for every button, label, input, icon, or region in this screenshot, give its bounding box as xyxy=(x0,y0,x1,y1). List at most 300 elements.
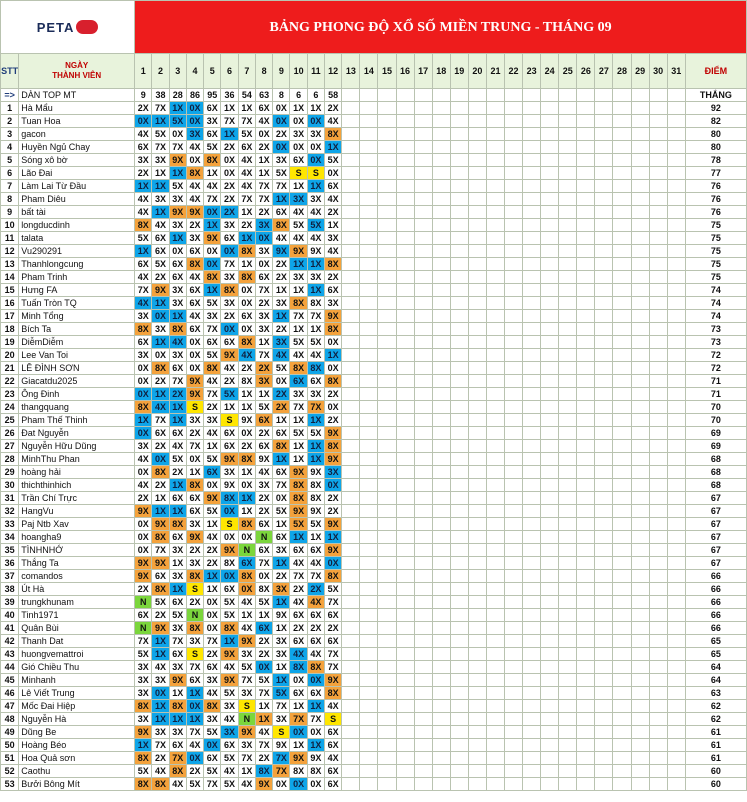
day-cell: 4X xyxy=(169,778,186,791)
day-cell xyxy=(414,700,432,713)
day-cell: 0X xyxy=(290,778,307,791)
day-cell xyxy=(378,518,396,531)
day-cell xyxy=(414,778,432,791)
day-cell xyxy=(432,362,450,375)
day-cell: 8X xyxy=(221,557,238,570)
day-cell xyxy=(541,687,559,700)
day-cell xyxy=(595,661,613,674)
day-cell xyxy=(360,492,378,505)
day-cell xyxy=(504,258,522,271)
day-cell xyxy=(541,336,559,349)
day-cell xyxy=(649,141,667,154)
day-cell xyxy=(631,661,649,674)
day-cell: 0X xyxy=(204,206,221,219)
day-cell: 0X xyxy=(186,336,203,349)
day-cell xyxy=(486,245,504,258)
day-cell xyxy=(486,726,504,739)
table-row xyxy=(1,349,747,362)
day-cell xyxy=(613,544,631,557)
member-points: 66 xyxy=(685,622,746,635)
table-row xyxy=(1,752,747,765)
day-cell xyxy=(432,336,450,349)
day-cell xyxy=(450,531,468,544)
day-cell: 1X xyxy=(152,336,169,349)
day-cell xyxy=(577,492,595,505)
day-cell xyxy=(631,414,649,427)
day-cell: 2X xyxy=(238,362,255,375)
day-cell: 1X xyxy=(169,713,186,726)
day-cell: 1X xyxy=(307,739,324,752)
day-cell xyxy=(631,271,649,284)
day-cell xyxy=(613,609,631,622)
day-cell xyxy=(432,427,450,440)
day-cell: 3X xyxy=(238,648,255,661)
member-name: talata xyxy=(19,232,135,245)
day-cell: 2X xyxy=(290,583,307,596)
day-cell: 7X xyxy=(255,284,272,297)
day-cell xyxy=(360,752,378,765)
day-cell: 3X xyxy=(135,349,152,362)
day-cell xyxy=(504,635,522,648)
day-cell xyxy=(360,700,378,713)
day-cell xyxy=(396,349,414,362)
day-cell xyxy=(631,752,649,765)
day-cell xyxy=(595,193,613,206)
day-cell xyxy=(613,271,631,284)
day-header: 28 xyxy=(613,54,631,89)
day-cell xyxy=(631,180,649,193)
day-cell: 6X xyxy=(204,336,221,349)
day-cell xyxy=(432,466,450,479)
day-cell: 4X xyxy=(238,596,255,609)
day-cell: 3X xyxy=(204,713,221,726)
day-cell: 6X xyxy=(186,492,203,505)
day-cell xyxy=(631,154,649,167)
day-cell: 2X xyxy=(169,466,186,479)
day-cell xyxy=(360,310,378,323)
row-number: 1 xyxy=(1,102,19,115)
day-cell: 0X xyxy=(255,661,272,674)
day-cell xyxy=(450,388,468,401)
day-cell: 0X xyxy=(325,557,342,570)
day-cell: 1X xyxy=(273,414,290,427)
day-cell xyxy=(595,115,613,128)
day-cell: 8X xyxy=(186,479,203,492)
day-cell: 1X xyxy=(152,713,169,726)
day-cell: 3X xyxy=(273,635,290,648)
day-cell: 1X xyxy=(255,713,272,726)
member-name: MinhThu Phan xyxy=(19,453,135,466)
day-cell xyxy=(486,232,504,245)
day-cell: 0X xyxy=(290,141,307,154)
day-cell: 3X xyxy=(135,713,152,726)
day-cell: 0X xyxy=(238,531,255,544)
day-cell xyxy=(504,713,522,726)
day-cell xyxy=(432,310,450,323)
member-points: 73 xyxy=(685,323,746,336)
day-cell xyxy=(468,596,486,609)
day-cell xyxy=(360,726,378,739)
day-cell xyxy=(396,583,414,596)
member-name: Lee Van Toi xyxy=(19,349,135,362)
day-cell xyxy=(523,544,541,557)
day-cell xyxy=(378,336,396,349)
day-cell: 6X xyxy=(325,635,342,648)
day-cell: 0X xyxy=(307,726,324,739)
day-cell xyxy=(342,518,360,531)
day-cell: 9X xyxy=(273,739,290,752)
day-cell: 0X xyxy=(135,466,152,479)
member-points: 66 xyxy=(685,583,746,596)
day-cell xyxy=(613,284,631,297)
day-cell xyxy=(577,687,595,700)
day-cell xyxy=(342,206,360,219)
day-cell: 4X xyxy=(238,778,255,791)
day-cell: 1X xyxy=(186,466,203,479)
day-cell xyxy=(504,739,522,752)
day-cell: 9X xyxy=(325,674,342,687)
day-cell xyxy=(541,492,559,505)
member-name: Hà Mẩu xyxy=(19,102,135,115)
day-cell: 3X xyxy=(325,232,342,245)
day-cell: 9X xyxy=(307,245,324,258)
day-header: 19 xyxy=(450,54,468,89)
day-header: 21 xyxy=(486,54,504,89)
day-cell xyxy=(667,128,685,141)
day-cell xyxy=(396,245,414,258)
day-cell xyxy=(378,323,396,336)
day-cell xyxy=(396,141,414,154)
day-cell xyxy=(595,635,613,648)
day-cell: 7X xyxy=(273,700,290,713)
day-cell: 4X xyxy=(135,271,152,284)
day-cell xyxy=(559,310,577,323)
day-cell xyxy=(396,414,414,427)
day-cell xyxy=(432,713,450,726)
day-cell xyxy=(595,752,613,765)
day-cell xyxy=(613,570,631,583)
table-row xyxy=(1,167,747,180)
member-name: LÊ ĐÌNH SƠN xyxy=(19,362,135,375)
day-cell xyxy=(577,609,595,622)
day-cell: 6X xyxy=(204,102,221,115)
day-cell xyxy=(649,388,667,401)
day-cell: 6X xyxy=(186,284,203,297)
day-cell xyxy=(468,349,486,362)
day-cell: 5X xyxy=(152,596,169,609)
day-cell: 1X xyxy=(238,609,255,622)
day-cell xyxy=(378,102,396,115)
day-cell: 1X xyxy=(169,414,186,427)
day-cell xyxy=(342,141,360,154)
member-points: 75 xyxy=(685,271,746,284)
day-cell xyxy=(468,258,486,271)
day-cell xyxy=(649,700,667,713)
day-cell xyxy=(577,115,595,128)
day-cell xyxy=(613,765,631,778)
day-cell xyxy=(414,531,432,544)
day-cell: 0X xyxy=(135,544,152,557)
day-cell xyxy=(631,323,649,336)
day-cell xyxy=(613,167,631,180)
day-cell xyxy=(649,739,667,752)
day-cell xyxy=(378,492,396,505)
member-points: 77 xyxy=(685,167,746,180)
day-cell xyxy=(559,531,577,544)
day-cell: 6X xyxy=(307,375,324,388)
day-cell xyxy=(432,245,450,258)
day-cell: 3X xyxy=(238,739,255,752)
day-cell: 7X xyxy=(238,674,255,687)
day-cell: 5X xyxy=(221,752,238,765)
day-cell: 9X xyxy=(273,245,290,258)
day-cell xyxy=(396,427,414,440)
day-cell xyxy=(342,167,360,180)
day-cell xyxy=(450,297,468,310)
day-cell xyxy=(378,726,396,739)
day-cell xyxy=(342,284,360,297)
day-cell: 2X xyxy=(186,544,203,557)
day-cell xyxy=(504,661,522,674)
day-cell xyxy=(559,167,577,180)
day-cell xyxy=(396,232,414,245)
member-points: 75 xyxy=(685,219,746,232)
day-cell: 9X xyxy=(325,453,342,466)
day-cell xyxy=(342,544,360,557)
day-cell xyxy=(649,778,667,791)
day-cell: 8X xyxy=(238,518,255,531)
day-cell xyxy=(468,466,486,479)
day-cell: 4X xyxy=(307,596,324,609)
day-cell xyxy=(595,557,613,570)
day-cell: 7X xyxy=(255,557,272,570)
day-cell xyxy=(667,180,685,193)
table-row xyxy=(1,570,747,583)
day-cell xyxy=(378,531,396,544)
day-cell xyxy=(595,453,613,466)
day-cell xyxy=(559,245,577,258)
day-cell: 8X xyxy=(325,323,342,336)
day-header: 29 xyxy=(631,54,649,89)
day-cell: 3X xyxy=(307,128,324,141)
day-cell xyxy=(649,206,667,219)
day-cell: 9X xyxy=(273,609,290,622)
day-cell xyxy=(541,284,559,297)
day-cell: 0X xyxy=(325,362,342,375)
day-cell: 7X xyxy=(152,544,169,557)
day-cell xyxy=(559,752,577,765)
member-name: Ông Đinh xyxy=(19,388,135,401)
day-cell xyxy=(613,258,631,271)
day-cell: 5X xyxy=(135,765,152,778)
day-cell: 0X xyxy=(273,492,290,505)
day-cell: 4X xyxy=(135,128,152,141)
day-cell: 4X xyxy=(221,661,238,674)
day-cell xyxy=(559,583,577,596)
day-cell: 6X xyxy=(204,466,221,479)
day-cell xyxy=(631,440,649,453)
day-cell xyxy=(649,297,667,310)
day-cell xyxy=(414,583,432,596)
top-value xyxy=(360,89,378,102)
day-cell: 4X xyxy=(325,245,342,258)
day-cell xyxy=(432,271,450,284)
day-cell xyxy=(667,245,685,258)
day-cell xyxy=(432,219,450,232)
member-points: 60 xyxy=(685,765,746,778)
day-cell: 1X xyxy=(152,492,169,505)
day-cell xyxy=(631,609,649,622)
day-cell xyxy=(613,349,631,362)
day-cell xyxy=(559,102,577,115)
day-cell: 5X xyxy=(204,505,221,518)
day-cell xyxy=(432,583,450,596)
day-cell xyxy=(486,427,504,440)
day-cell xyxy=(432,492,450,505)
day-cell: 8X xyxy=(135,323,152,336)
row-number: 30 xyxy=(1,479,19,492)
day-cell xyxy=(378,310,396,323)
day-cell xyxy=(541,102,559,115)
day-cell xyxy=(468,310,486,323)
top-value xyxy=(378,89,396,102)
day-header: 15 xyxy=(378,54,396,89)
day-cell xyxy=(486,154,504,167)
day-cell: 8X xyxy=(290,492,307,505)
day-cell: 1X xyxy=(238,388,255,401)
day-cell xyxy=(468,765,486,778)
top-value xyxy=(432,89,450,102)
day-cell xyxy=(559,635,577,648)
day-cell xyxy=(667,141,685,154)
day-cell: 8X xyxy=(255,583,272,596)
day-cell xyxy=(360,336,378,349)
day-cell: 0X xyxy=(255,128,272,141)
day-cell xyxy=(432,544,450,557)
day-cell xyxy=(414,713,432,726)
day-cell xyxy=(450,674,468,687)
top-value: 58 xyxy=(325,89,342,102)
day-cell: 2X xyxy=(290,622,307,635)
day-cell xyxy=(649,713,667,726)
day-cell xyxy=(667,206,685,219)
day-cell xyxy=(613,193,631,206)
day-cell xyxy=(468,414,486,427)
day-cell xyxy=(468,622,486,635)
day-cell xyxy=(649,544,667,557)
day-cell xyxy=(523,128,541,141)
day-cell xyxy=(649,115,667,128)
row-number: 9 xyxy=(1,206,19,219)
day-cell xyxy=(577,778,595,791)
day-cell xyxy=(432,206,450,219)
day-cell: 3X xyxy=(186,232,203,245)
day-cell: 4X xyxy=(186,271,203,284)
table-row xyxy=(1,518,747,531)
day-cell: 9X xyxy=(290,505,307,518)
day-cell xyxy=(613,232,631,245)
day-cell xyxy=(577,453,595,466)
day-cell xyxy=(378,778,396,791)
day-cell xyxy=(342,258,360,271)
day-cell xyxy=(396,219,414,232)
day-cell: 0X xyxy=(238,297,255,310)
day-cell xyxy=(559,401,577,414)
day-cell: 1X xyxy=(238,206,255,219)
day-cell xyxy=(414,258,432,271)
day-cell xyxy=(432,479,450,492)
day-cell xyxy=(342,609,360,622)
day-cell xyxy=(504,479,522,492)
day-cell: 2X xyxy=(255,635,272,648)
day-cell xyxy=(360,284,378,297)
day-cell xyxy=(396,596,414,609)
day-cell: 3X xyxy=(169,193,186,206)
day-cell xyxy=(396,557,414,570)
day-cell: 6X xyxy=(221,232,238,245)
day-cell: 9X xyxy=(221,349,238,362)
day-cell xyxy=(360,141,378,154)
day-cell: 8X xyxy=(307,765,324,778)
day-cell xyxy=(523,362,541,375)
day-cell xyxy=(595,544,613,557)
day-cell xyxy=(342,557,360,570)
table-row xyxy=(1,401,747,414)
day-cell xyxy=(468,557,486,570)
day-cell xyxy=(523,778,541,791)
day-cell xyxy=(432,661,450,674)
day-cell xyxy=(486,388,504,401)
day-cell xyxy=(577,739,595,752)
day-cell xyxy=(486,362,504,375)
day-cell: 2X xyxy=(221,180,238,193)
top-value: 63 xyxy=(255,89,272,102)
day-cell xyxy=(649,531,667,544)
day-cell xyxy=(541,154,559,167)
day-cell xyxy=(342,232,360,245)
day-cell xyxy=(541,388,559,401)
day-cell xyxy=(504,609,522,622)
day-cell xyxy=(414,765,432,778)
day-cell xyxy=(631,141,649,154)
day-cell: 8X xyxy=(186,258,203,271)
day-header: 3 xyxy=(169,54,186,89)
day-cell: 1X xyxy=(290,414,307,427)
day-cell xyxy=(432,414,450,427)
day-cell xyxy=(631,765,649,778)
day-cell xyxy=(504,583,522,596)
member-name: Giacatdu2025 xyxy=(19,375,135,388)
day-cell: 0X xyxy=(204,245,221,258)
day-cell xyxy=(378,505,396,518)
day-cell: 7X xyxy=(152,414,169,427)
day-cell xyxy=(595,531,613,544)
day-cell xyxy=(468,206,486,219)
day-cell xyxy=(504,323,522,336)
row-number: 37 xyxy=(1,570,19,583)
member-name: hoangha9 xyxy=(19,531,135,544)
day-cell: 5X xyxy=(307,427,324,440)
day-cell xyxy=(523,570,541,583)
day-cell xyxy=(342,128,360,141)
day-cell: 4X xyxy=(290,596,307,609)
day-cell xyxy=(613,440,631,453)
day-cell: 8X xyxy=(290,297,307,310)
day-cell xyxy=(378,245,396,258)
day-header: 13 xyxy=(342,54,360,89)
day-cell xyxy=(577,661,595,674)
day-cell: 6X xyxy=(273,427,290,440)
